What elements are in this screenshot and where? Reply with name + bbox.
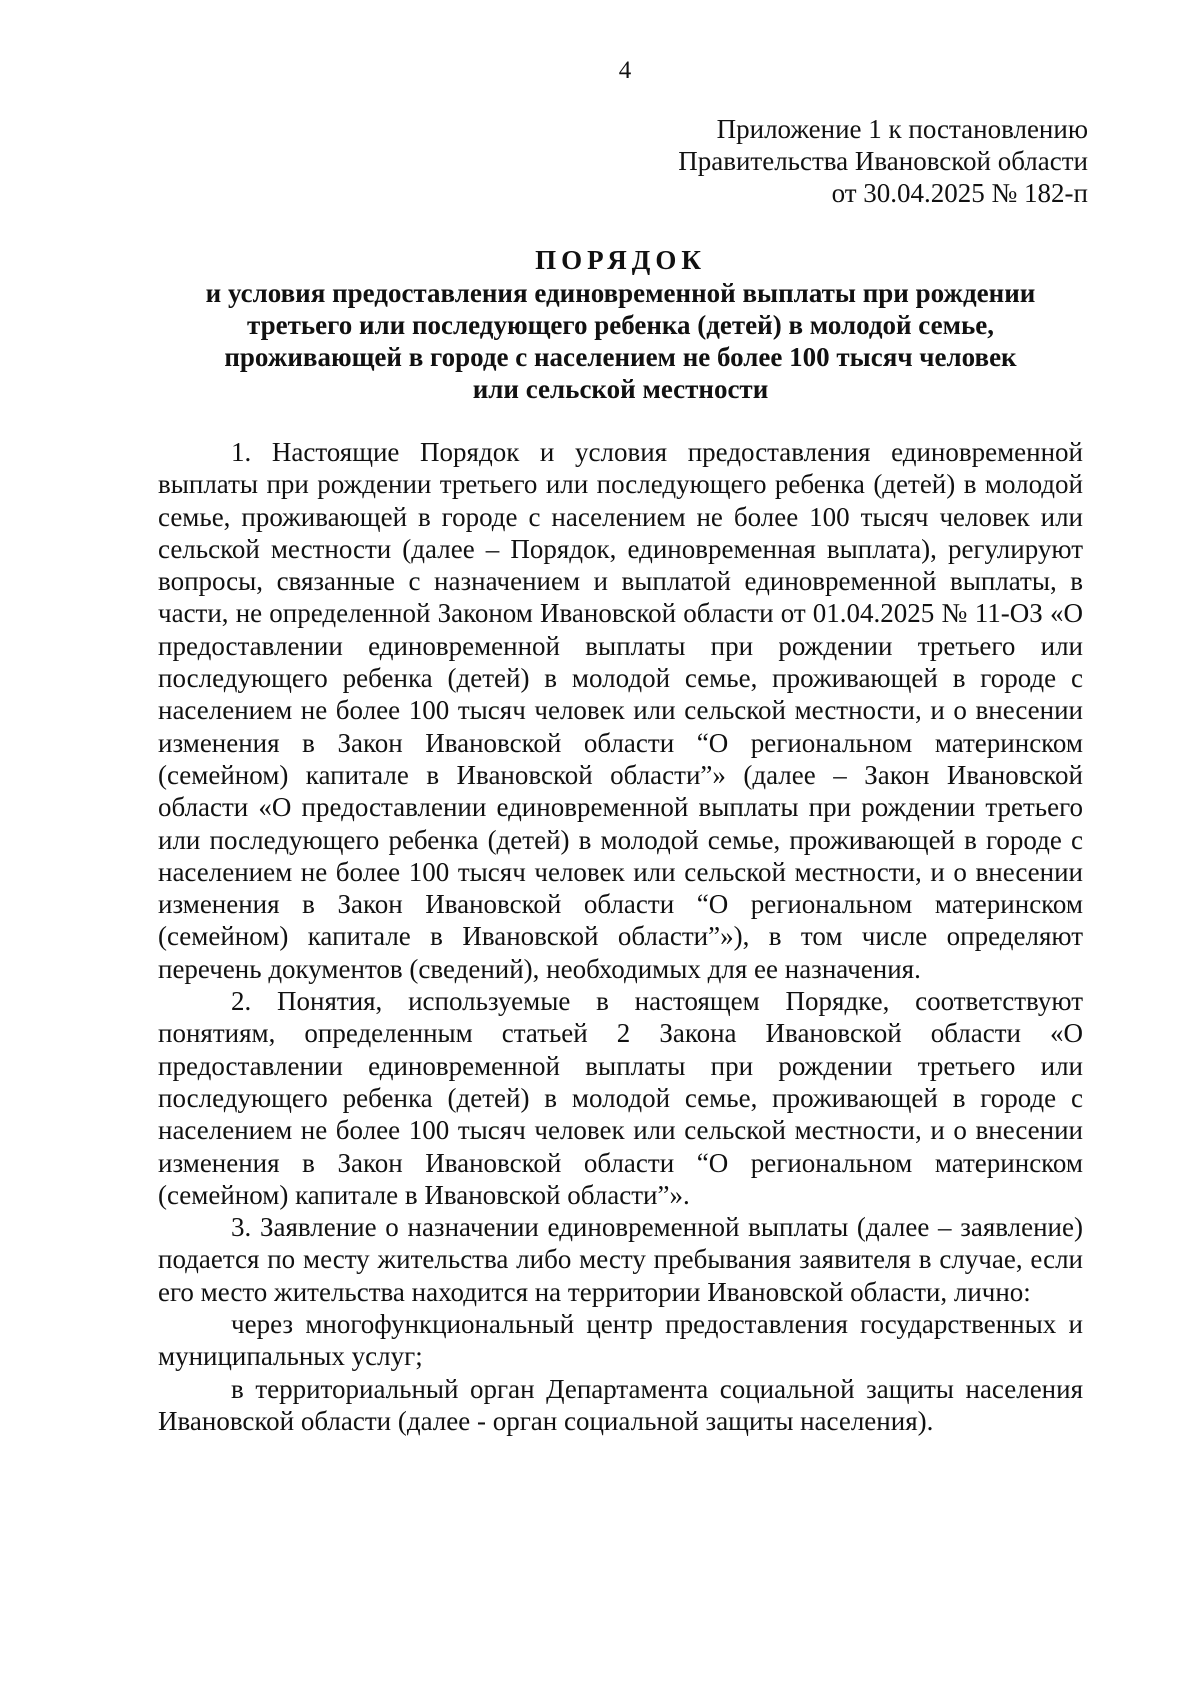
document-body xyxy=(158,436,1083,1437)
paragraph-3-item-1: через многофункциональный центр предоставления государственных и муниципальных услуг; xyxy=(158,1309,1083,1372)
title-line-2: третьего или последующего ребенка (детей) в молодой семье, xyxy=(247,310,994,340)
title-line-4: или сельской местности xyxy=(472,374,769,404)
paragraph-3: 3. Заявление о назначении единовременной выплаты (далее – заявление) подается по месту жительства либо месту пребывания заявителя в случае, если его место жительства находится на территории Ивановской области, лично: xyxy=(158,1212,1083,1307)
title-line-1: и условия предоставления единовременной выплаты при рождении xyxy=(205,278,1036,308)
title-line-3: проживающей в городе с населением не более 100 тысяч человек xyxy=(224,342,1017,372)
title-main: ПОРЯДОК xyxy=(535,245,706,275)
appendix-line-1: Приложение 1 к постановлению xyxy=(716,114,1088,144)
paragraph-1: 1. Настоящие Порядок и условия предоставления единовременной выплаты при рождении третьего или последующего ребенка (детей) в молодой семье, проживающей в городе с населением не более 100 тысяч человек или сельской местности (далее – Порядок, единовременная выплата), регулируют вопросы, связанные с назначением и выплатой единовременной выплаты, в части, не определенной Законом Ивановской области от 01.04.2025 № 11-ОЗ «О предоставлении единовременной выплаты при рождении третьего или последующего ребенка (детей) в молодой семье, проживающей в городе с населением не более 100 тысяч человек или сельской местности, и о внесении изменения в Закон Ивановской области “О региональном материнском (семейном) капитале в Ивановской области”» (далее – Закон Ивановской области «О предоставлении единовременной выплаты при рождении третьего или последующего ребенка (детей) в молодой семье, проживающей в городе с населением не более 100 тысяч человек или сельской местности, и о внесении изменения в Закон Ивановской области “О региональном материнском (семейном) капитале в Ивановской области”»), в том числе определяют перечень документов (сведений), необходимых для ее назначения. xyxy=(158,437,1083,984)
appendix-reference xyxy=(678,113,1088,209)
paragraph-3-item-2: в территориальный орган Департамента социальной защиты населения Ивановской области (далее - орган социальной защиты населения). xyxy=(158,1373,1083,1436)
appendix-line-3: от 30.04.2025 № 182-п xyxy=(831,178,1088,208)
appendix-line-2: Правительства Ивановской области xyxy=(678,146,1088,176)
page-number: 4 xyxy=(618,57,632,84)
paragraph-2: 2. Понятия, используемые в настоящем Порядке, соответствуют понятиям, определенным статьей 2 Закона Ивановской области «О предоставлении единовременной выплаты при рождении третьего или последующего ребенка (детей) в молодой семье, проживающей в городе с населением не более 100 тысяч человек или сельской местности, и о внесении изменения в Закон Ивановской области “О региональном материнском (семейном) капитале в Ивановской области”». xyxy=(158,986,1083,1210)
document-title xyxy=(158,244,1083,405)
